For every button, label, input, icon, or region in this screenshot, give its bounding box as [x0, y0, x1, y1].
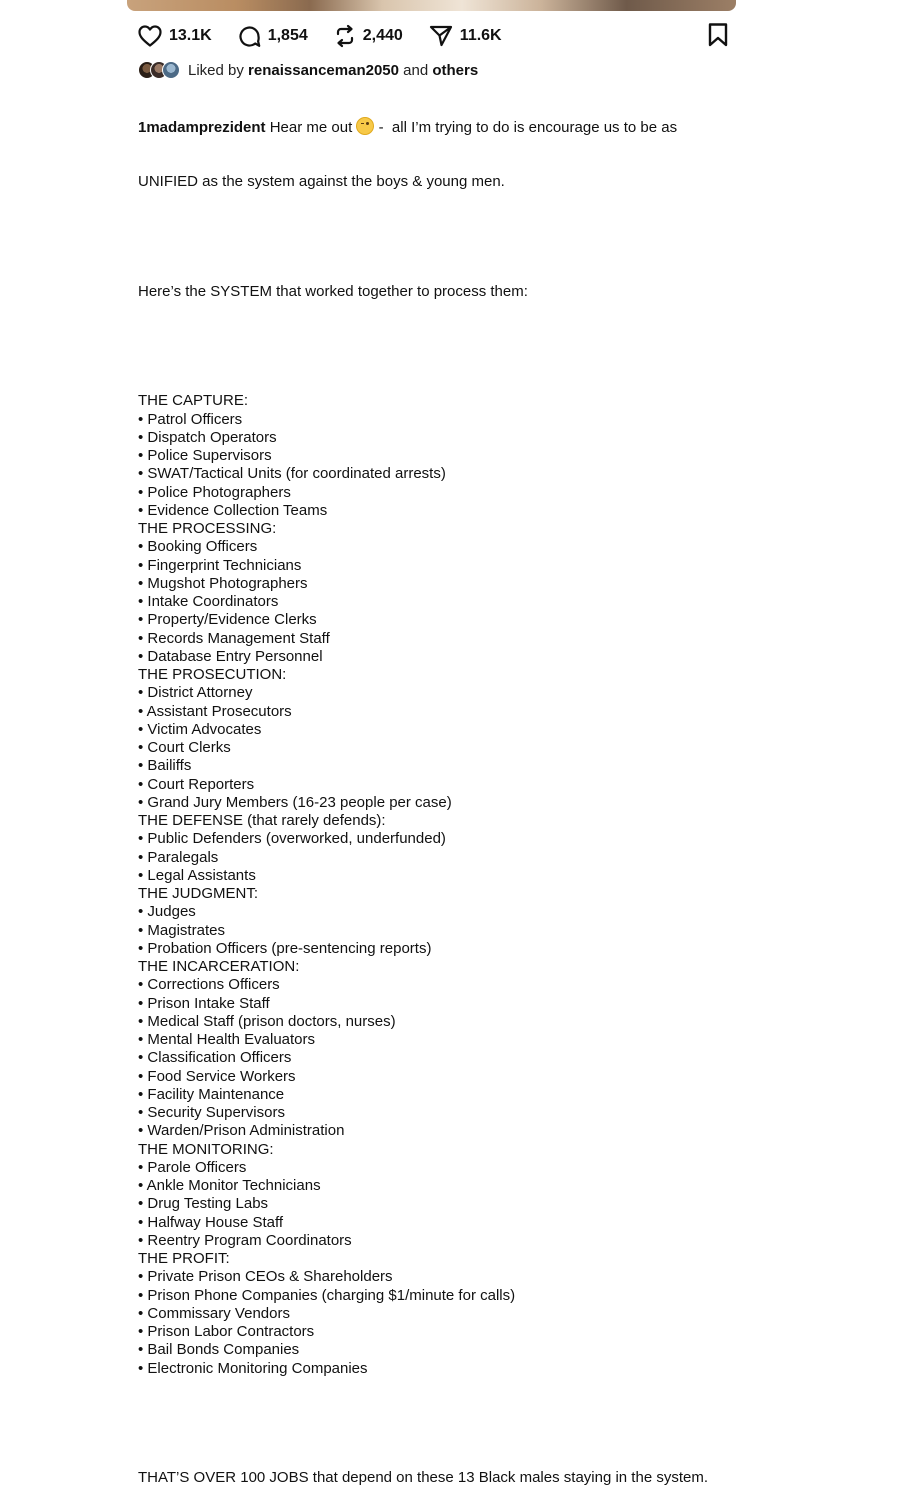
- like-button[interactable]: [138, 25, 212, 47]
- caption-text: Hear me out: [269, 118, 357, 136]
- list-item: • Evidence Collection Teams: [138, 502, 858, 520]
- list-item: • Patrol Officers: [138, 411, 858, 429]
- caption-spacer: [138, 1414, 858, 1432]
- list-item: • Electronic Monitoring Companies: [138, 1360, 858, 1378]
- post-media-bottom-edge[interactable]: [127, 0, 736, 11]
- list-item: • Ankle Monitor Technicians: [138, 1177, 858, 1195]
- liked-by-user-link[interactable]: renaissanceman2050: [248, 61, 399, 79]
- list-item: • Warden/Prison Administration: [138, 1122, 858, 1140]
- list-item: • Property/Evidence Clerks: [138, 611, 858, 629]
- section-heading: THE INCARCERATION:: [138, 958, 300, 975]
- list-item: • Bailiffs: [138, 757, 858, 775]
- list-item: • Private Prison CEOs & Shareholders: [138, 1268, 858, 1286]
- list-item: • Facility Maintenance: [138, 1086, 858, 1104]
- list-item: • Mental Health Evaluators: [138, 1031, 858, 1049]
- list-item: • Intake Coordinators: [138, 593, 858, 611]
- list-item: • Grand Jury Members (16-23 people per case): [138, 794, 858, 812]
- section-heading: THE PROCESSING:: [138, 520, 277, 537]
- caption-text: - all I’m trying to do is encourage us to be as: [374, 118, 678, 136]
- section-heading: THE CAPTURE:: [138, 392, 249, 410]
- list-item: • District Attorney: [138, 684, 858, 702]
- list-item: • Halfway House Staff: [138, 1214, 858, 1232]
- section-heading: THE PROFIT:: [138, 1250, 230, 1267]
- post-caption: [138, 80, 858, 1506]
- list-item: • Booking Officers: [138, 538, 858, 556]
- share-button[interactable]: [429, 25, 502, 47]
- comment-icon: [238, 25, 261, 48]
- list-item: • Database Entry Personnel: [138, 648, 858, 666]
- list-item: • Mugshot Photographers: [138, 575, 858, 593]
- send-icon: [429, 25, 453, 47]
- caption-username-link[interactable]: 1madamprezident: [138, 118, 266, 136]
- comment-button[interactable]: [238, 25, 308, 48]
- list-item: • Food Service Workers: [138, 1068, 858, 1086]
- caption-closing: THAT’S OVER 100 JOBS that depend on these 13 Black males staying in the system.: [138, 1469, 708, 1486]
- list-item: • Drug Testing Labs: [138, 1195, 858, 1213]
- liked-by-row: [138, 60, 478, 80]
- liked-by-others-link[interactable]: others: [432, 61, 479, 79]
- list-item: • Dispatch Operators: [138, 429, 858, 447]
- repost-button[interactable]: [334, 24, 403, 48]
- repost-count: 2,440: [362, 27, 403, 44]
- section-heading: THE JUDGMENT:: [138, 885, 258, 902]
- caption-line: UNIFIED as the system against the boys & young men.: [138, 173, 505, 191]
- list-item: • Magistrates: [138, 922, 858, 940]
- liked-by-prefix: Liked by: [188, 61, 244, 79]
- list-item: • Prison Intake Staff: [138, 995, 858, 1013]
- list-item: • Parole Officers: [138, 1159, 858, 1177]
- raised-eyebrow-emoji-icon: [356, 117, 374, 135]
- section-heading: THE MONITORING:: [138, 1140, 274, 1158]
- caption-first-line: [138, 117, 858, 137]
- list-item: • Court Clerks: [138, 739, 858, 757]
- list-item: • Prison Labor Contractors: [138, 1323, 858, 1341]
- list-item: • Victim Advocates: [138, 721, 858, 739]
- list-item: • Security Supervisors: [138, 1104, 858, 1122]
- liked-by-conjunction: and: [403, 61, 429, 79]
- section-heading: THE PROSECUTION:: [138, 666, 287, 683]
- list-item: • Classification Officers: [138, 1049, 858, 1067]
- share-count: 11.6K: [459, 27, 502, 44]
- list-item: • Records Management Staff: [138, 630, 858, 648]
- list-item: • Paralegals: [138, 849, 858, 867]
- list-item: • Judges: [138, 903, 858, 921]
- list-item: • Police Photographers: [138, 484, 858, 502]
- list-item: • Probation Officers (pre-sentencing reports): [138, 940, 858, 958]
- caption-intro: Here’s the SYSTEM that worked together to process them:: [138, 282, 528, 300]
- list-item: • Reentry Program Coordinators: [138, 1232, 858, 1250]
- list-item: • Corrections Officers: [138, 976, 858, 994]
- list-item: • Bail Bonds Companies: [138, 1341, 858, 1359]
- list-item: • Fingerprint Technicians: [138, 557, 858, 575]
- post-action-bar: [138, 22, 728, 50]
- caption-spacer: [138, 228, 858, 246]
- comment-count: 1,854: [267, 27, 308, 44]
- heart-icon: [138, 25, 162, 47]
- bookmark-icon: [708, 34, 728, 51]
- like-count: 13.1K: [169, 27, 212, 44]
- caption-sections: [138, 392, 858, 1378]
- save-button[interactable]: [708, 23, 728, 52]
- list-item: • Assistant Prosecutors: [138, 703, 858, 721]
- list-item: • Commissary Vendors: [138, 1305, 858, 1323]
- liked-by-avatars[interactable]: [138, 61, 180, 79]
- list-item: • Prison Phone Companies (charging $1/minute for calls): [138, 1287, 858, 1305]
- list-item: • Legal Assistants: [138, 867, 858, 885]
- list-item: • Court Reporters: [138, 776, 858, 794]
- list-item: • Police Supervisors: [138, 447, 858, 465]
- list-item: • Public Defenders (overworked, underfunded): [138, 830, 858, 848]
- avatar[interactable]: [162, 61, 180, 79]
- list-item: • Medical Staff (prison doctors, nurses): [138, 1013, 858, 1031]
- repost-icon: [334, 24, 356, 48]
- section-heading: THE DEFENSE (that rarely defends):: [138, 812, 386, 829]
- list-item: • SWAT/Tactical Units (for coordinated arrests): [138, 465, 858, 483]
- caption-spacer: [138, 338, 858, 356]
